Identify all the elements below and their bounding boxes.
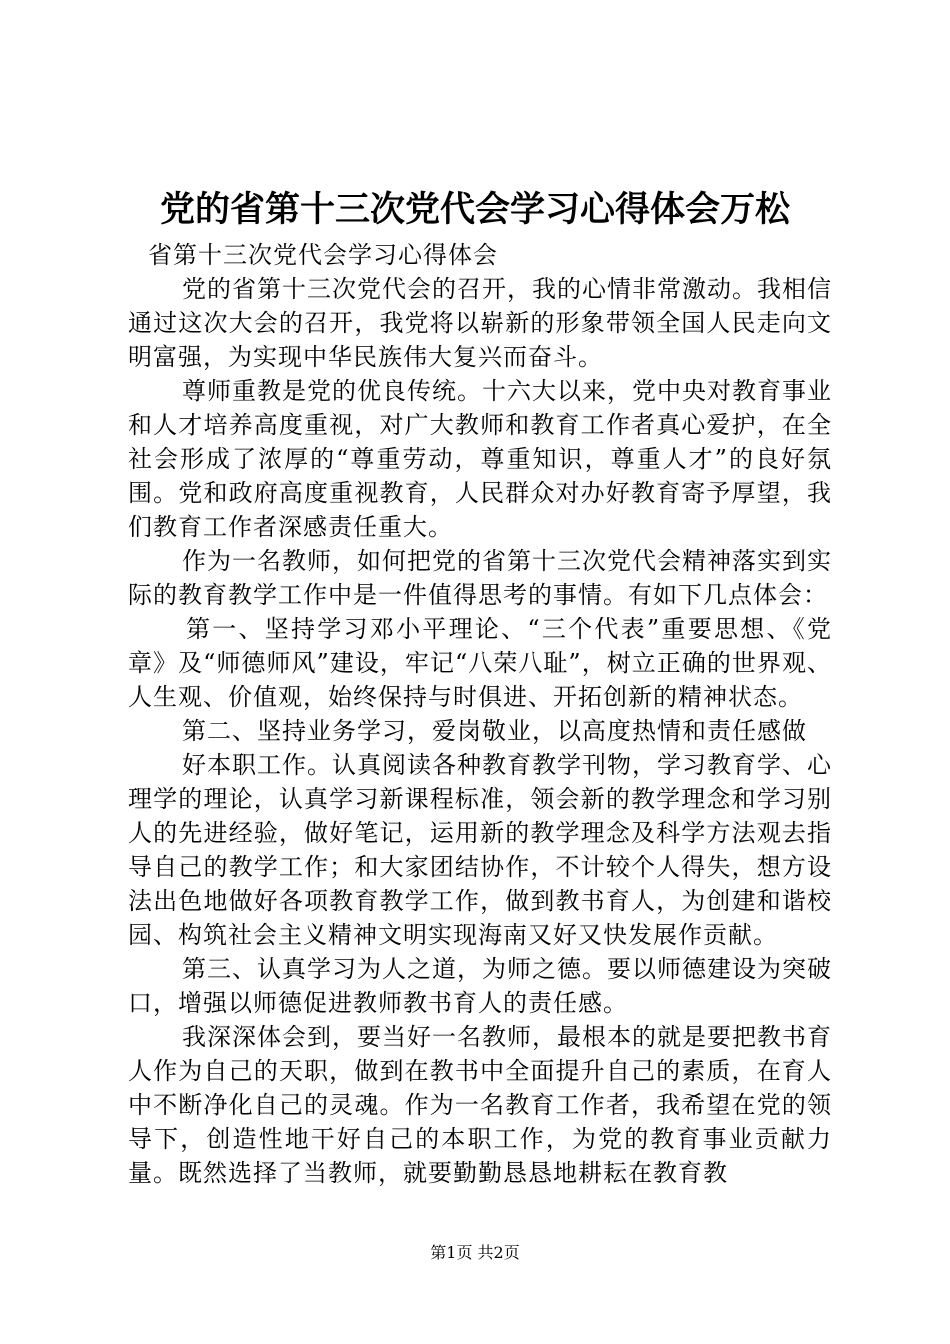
point-one-paragraph: 第一、坚持学习邓小平理论、“三个代表”重要思想、《党章》及“师德师风”建设，牢记“八荣八耻”，树立正确的世界观、人生观、价值观，始终保持与时俱进、开拓创新的精神状态。 <box>128 615 832 711</box>
document-title: 党的省第十三次党代会学习心得体会万松 <box>159 189 790 230</box>
body-paragraph: 作为一名教师，如何把党的省第十三次党代会精神落实到实际的教育教学工作中是一件值得思考的事情。有如下几点体会： <box>128 547 832 609</box>
body-paragraph: 党的省第十三次党代会的召开，我的心情非常激动。我相信通过这次大会的召开，我党将以崭新的形象带领全国人民走向文明富强，为实现中华民族伟大复兴而奋斗。 <box>128 275 832 371</box>
point-two-paragraph: 好本职工作。认真阅读各种教育教学刊物，学习教育学、心理学的理论，认真学习新课程标准，领会新的教学理念和学习别人的先进经验，做好笔记，运用新的教学理念及科学方法观去指导自己的教学工作；和大家团结协作，不计较个人得失，想方设法出色地做好各项教育教学工作，做到教书育人，为创建和谐校园、构筑社会主义精神文明实现海南又好又快发展作贡献。 <box>128 751 832 949</box>
subtitle-paragraph: 省第十三次党代会学习心得体会 <box>148 241 498 269</box>
document-body <box>128 238 832 1190</box>
body-paragraph: 尊师重教是党的优良传统。十六大以来，党中央对教育事业和人才培养高度重视，对广大教师和教育工作者真心爱护，在全社会形成了浓厚的“尊重劳动，尊重知识，尊重人才”的良好氛围。党和政府高度重视教育，人民群众对办好教育寄予厚望，我们教育工作者深感责任重大。 <box>128 377 832 541</box>
point-two-heading: 第二、坚持业务学习，爱岗敬业，以高度热情和责任感做 <box>182 717 807 745</box>
point-three-paragraph: 第三、认真学习为人之道，为师之德。要以师德建设为突破口，增强以师德促进教师教书育人的责任感。 <box>128 955 832 1017</box>
page-number-footer: 第1页 共2页 <box>430 1243 520 1262</box>
body-paragraph: 我深深体会到，要当好一名教师，最根本的就是要把教书育人作为自己的天职，做到在教书中全面提升自己的素质，在育人中不断净化自己的灵魂。作为一名教育工作者，我希望在党的领导下，创造性地干好自己的本职工作，为党的教育事业贡献力量。既然选择了当教师，就要勤勤恳恳地耕耘在教育教 <box>128 1023 832 1187</box>
